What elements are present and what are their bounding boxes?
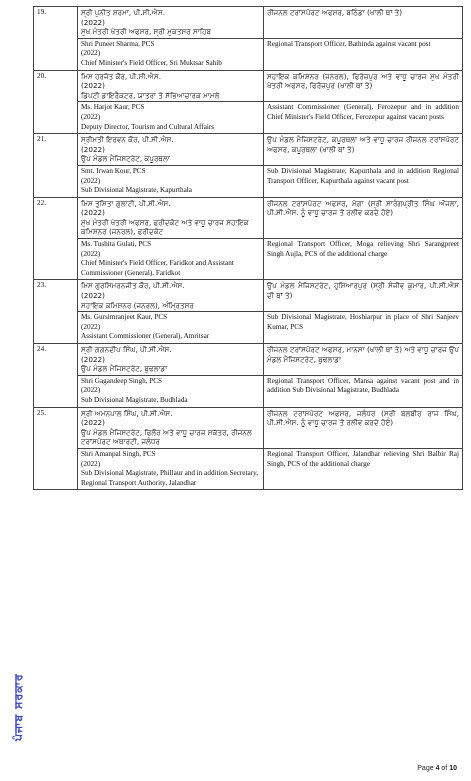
name-line: Shri Amanpal Singh, PCS	[81, 449, 156, 458]
current-post-line: Sub Divisional Magistrate, Phillaur and in addition Secretary, Regional Transport Authority, Jalandhar	[81, 469, 258, 487]
table-row	[34, 280, 463, 312]
current-post-line: Chief Minister's Field Officer, Sri Muktsar Sahib	[81, 58, 222, 67]
officer-name-punjabi	[78, 134, 264, 166]
serial-number: 24.	[34, 344, 78, 408]
batch-line: (2022)	[81, 112, 101, 121]
new-posting-english: Regional Transport Officer, Jalandhar relieving Shri Balbir Raj Singh, PCS of the additional charge	[264, 448, 463, 489]
current-post-line: ਉਪ ਮੰਡਲ ਮੈਜਿਸਟਰੇਟ, ਕਪੂਰਥਲਾ	[81, 154, 170, 164]
new-posting-english: Sub Divisional Magistrate, Hoshiarpur in place of Shri Sanjeev Kumar, PCS	[264, 312, 463, 344]
current-post-line: Deputy Director, Tourism and Cultural Affairs	[81, 122, 215, 131]
new-posting-punjabi: ਰੀਜਨਲ ਟਰਾਂਸਪੋਰਟ ਅਫਸਰ, ਮਾਨਸਾ (ਖਾਲੀ ਥਾਂ ਤੇ) ਅਤੇ ਵਾਧੂ ਚਾਰਜ ਉਪ ਮੰਡਲ ਮੈਜਿਸਟਰੇਟ, ਬੁਢਲਾਡਾ	[264, 344, 463, 376]
current-post-line: Assistant Commissioner (General), Amritsar	[81, 332, 210, 341]
current-post-line: Sub Divisional Magistrate, Budhlada	[81, 395, 188, 404]
officer-name-english	[78, 102, 264, 134]
batch-line: (2022)	[81, 208, 105, 218]
serial-number: 19.	[34, 7, 78, 71]
stamp-text: ਪੰਜਾਬ ਸਰਕਾਰ	[12, 673, 25, 741]
table-row	[34, 448, 463, 489]
name-line: ਮਿਸ ਹਰਜੋਤ ਕੌਰ, ਪੀ.ਸੀ.ਐਸ.	[81, 71, 162, 81]
officer-name-punjabi	[78, 407, 264, 448]
current-post-line: ਉਪ ਮੰਡਲ ਮੈਜਿਸਟਰੇਟ, ਬੁਢਲਾਡਾ	[81, 364, 168, 374]
serial-number: 22.	[34, 197, 78, 280]
current-post-line: Chief Minister's Field Officer, Faridkot and Assistant Commissioner (General), Faridkot	[81, 259, 234, 277]
current-post-line: ਡਿਪਟੀ ਡਾਇਰੈਕਟਰ, ਯਾਤਰਾ ਤੇ ਸੱਭਿਆਚਾਰਕ ਮਾਮਲੇ	[81, 90, 220, 100]
serial-number: 20.	[34, 70, 78, 134]
new-posting-english: Assistant Commissioner (General), Ferozepur and in addition Chief Minister's Field Officer, Ferozepur against vacant posts	[264, 102, 463, 134]
officer-name-english	[78, 38, 264, 70]
current-post-line: ਸਹਾਇਕ ਕਮਿਸ਼ਨਰ (ਜਨਰਲ), ਅੰਮ੍ਰਿਤਸਰ	[81, 300, 194, 310]
officer-name-english	[78, 375, 264, 407]
batch-line: (2022)	[81, 249, 101, 258]
officer-name-punjabi	[78, 197, 264, 238]
table-row	[34, 344, 463, 376]
table-row	[34, 197, 463, 238]
new-posting-punjabi: ਰੀਜਨਲ ਟਰਾਂਸਪੋਰਟ ਅਫਸਰ, ਬਠਿੰਡਾ (ਖਾਲੀ ਥਾਂ ਤੇ)	[264, 7, 463, 39]
name-line: ਮਿਸ ਤੁਸ਼ਿਤਾ ਗੁਲਾਟੀ, ਪੀ.ਸੀ.ਐਸ.	[81, 198, 171, 208]
transfer-table	[33, 6, 463, 490]
current-post-line: ਉਪ ਮੰਡਲ ਮੈਜਿਸਟਰੇਟ, ਫਿਲੌਰ ਅਤੇ ਵਾਧੂ ਚਾਰਜ ਸਕੱਤਰ, ਰੀਜਨਲ ਟਰਾਂਸਪੋਰਟ ਅਥਾਰਟੀ, ਜਲੰਧਰ	[81, 427, 252, 447]
batch-line: (2022)	[81, 176, 101, 185]
page-number: 4	[435, 765, 440, 772]
name-line: ਸ੍ਰੀਮਤੀ ਇਰਵਨ ਕੌਰ, ਪੀ.ਸੀ.ਐਸ.	[81, 135, 174, 145]
table-row	[34, 102, 463, 134]
serial-number: 25.	[34, 407, 78, 490]
table-row	[34, 7, 463, 39]
signature-stamp	[3, 618, 33, 748]
table-row	[34, 407, 463, 448]
batch-line: (2022)	[81, 459, 101, 468]
officer-name-english	[78, 448, 264, 489]
name-line: Ms. Harjot Kaur, PCS	[81, 103, 145, 112]
table-row	[34, 134, 463, 166]
batch-line: (2022)	[81, 144, 105, 154]
officer-name-english	[78, 239, 264, 280]
page-total: 10	[449, 765, 457, 772]
serial-number: 21.	[34, 134, 78, 198]
officer-name-english	[78, 312, 264, 344]
page-footer	[417, 765, 457, 772]
name-line: ਮਿਸ ਗੁਰਸਿਮਰਨਜੀਤ ਕੌਰ, ਪੀ.ਸੀ.ਐਸ.	[81, 281, 185, 291]
table-row	[34, 165, 463, 197]
batch-line: (2022)	[81, 418, 105, 428]
new-posting-english: Regional Transport Officer, Moga relieving Shri Sarangpreet Singh Aujla, PCS of the additional charge	[264, 239, 463, 280]
table-row	[34, 312, 463, 344]
page-prefix: Page	[417, 765, 436, 772]
batch-line: (2022)	[81, 386, 101, 395]
new-posting-punjabi: ਸਹਾਇਕ ਕਮਿਸ਼ਨਰ (ਜਨਰਲ), ਫਿਰੋਜ਼ਪੁਰ ਅਤੇ ਵਾਧੂ ਚਾਰਜ ਮੁੱਖ ਮੰਤਰੀ ਖੇਤਰੀ ਅਫਸਰ, ਫਿਰੋਜ਼ਪੁਰ (ਖਾਲੀ ਥਾਂ ਤੇ)	[264, 70, 463, 102]
batch-line: (2022)	[81, 81, 105, 91]
new-posting-punjabi: ਉਪ ਮੰਡਲ ਮੈਜਿਸਟਰੇਟ, ਹੁਸ਼ਿਆਰਪੁਰ (ਸ੍ਰੀ ਸੰਜੀਵ ਕੁਮਾਰ, ਪੀ.ਸੀ.ਐਸ ਦੀ ਥਾਂ ਤੇ)	[264, 280, 463, 312]
new-posting-punjabi: ਰੀਜਨਲ ਟਰਾਂਸਪੋਰਟ ਅਫਸਰ, ਜਲੰਧਰ (ਸ੍ਰੀ ਬਲਬੀਰ ਰਾਜ ਸਿੰਘ, ਪੀ.ਸੀ.ਐਸ. ਨੂੰ ਵਾਧੂ ਚਾਰਜ ਤੋਂ ਰਲੀਵ ਕਰਦੇ ਹੋਏ)	[264, 407, 463, 448]
batch-line: (2022)	[81, 49, 101, 58]
batch-line: (2022)	[81, 17, 105, 27]
name-line: Shri Puneet Sharma, PCS	[81, 39, 155, 48]
new-posting-english: Regional Transport Officer, Mansa against vacant post and in addition Sub Divisional Magistrate, Budhlada	[264, 375, 463, 407]
batch-line: (2022)	[81, 322, 101, 331]
table-row	[34, 38, 463, 70]
officer-name-punjabi	[78, 7, 264, 39]
name-line: Shri Gagandeep Singh, PCS	[81, 376, 163, 385]
officer-name-punjabi	[78, 70, 264, 102]
name-line: ਸ੍ਰੀ ਅਮਨਪਾਲ ਸਿੰਘ, ਪੀ.ਸੀ.ਐਸ.	[81, 408, 173, 418]
name-line: ਸ੍ਰੀ ਗਗਨਦੀਪ ਸਿੰਘ, ਪੀ.ਸੀ.ਐਸ.	[81, 345, 172, 354]
page-of: of	[439, 765, 450, 772]
name-line: ਸ੍ਰੀ ਪੁਨੀਤ ਸ਼ਰਮਾ, ਪੀ.ਸੀ.ਐਸ.	[81, 8, 166, 17]
name-line: Ms. Tushita Gulati, PCS	[81, 240, 152, 249]
table-row	[34, 375, 463, 407]
officer-name-punjabi	[78, 344, 264, 376]
current-post-line: ਮੁੱਖ ਮੰਤਰੀ ਖੇਤਰੀ ਅਫਸਰ, ਸ੍ਰੀ ਮੁਕਤਸਰ ਸਾਹਿਬ	[81, 27, 212, 37]
batch-line: (2022)	[81, 354, 105, 364]
name-line: Ms. Gursimranjeet Kaur, PCS	[81, 313, 168, 322]
batch-line: (2022)	[81, 291, 105, 301]
name-line: Smt. Irwan Kour, PCS	[81, 166, 146, 175]
officer-name-punjabi	[78, 280, 264, 312]
serial-number: 23.	[34, 280, 78, 344]
new-posting-english: Regional Transport Officer, Bathinda against vacant post	[264, 38, 463, 70]
new-posting-english: Sub Divisional Magistrate, Kapurthala and in addition Regional Transport Officer, Kapurthala against vacant post	[264, 165, 463, 197]
new-posting-punjabi: ਰੀਜਨਲ ਟਰਾਂਸਪੋਰਟ ਅਫਸਰ, ਮੋਗਾ (ਸ੍ਰੀ ਸਾਰੰਗਪ੍ਰੀਤ ਸਿੰਘ ਔਜਲਾ, ਪੀ.ਸੀ.ਐਸ. ਨੂੰ ਵਾਧੂ ਚਾਰਜ ਤੋਂ ਰਲੀਵ ਕਰਦੇ ਹੋਏ)	[264, 197, 463, 238]
officer-name-english	[78, 165, 264, 197]
new-posting-punjabi: ਉਪ ਮੰਡਲ ਮੈਜਿਸਟਰੇਟ, ਕਪੂਰਥਲਾ ਅਤੇ ਵਾਧੂ ਚਾਰਜ ਰੀਜਨਲ ਟਰਾਂਸਪੋਰਟ ਅਫਸਰ, ਕਪੂਰਥਲਾ (ਖਾਲੀ ਥਾਂ ਤੇ)	[264, 134, 463, 166]
current-post-line: Sub Divisional Magistrate, Kapurthala	[81, 186, 192, 195]
table-row	[34, 70, 463, 102]
table-row	[34, 239, 463, 280]
current-post-line: ਮੁੱਖ ਮੰਤਰੀ ਖੇਤਰੀ ਅਫਸਰ, ਫਰੀਦਕੋਟ ਅਤੇ ਵਾਧੂ ਚਾਰਜ ਸਹਾਇਕ ਕਮਿਸ਼ਨਰ (ਜਨਰਲ), ਫਰੀਦਕੋਟ	[81, 217, 249, 237]
